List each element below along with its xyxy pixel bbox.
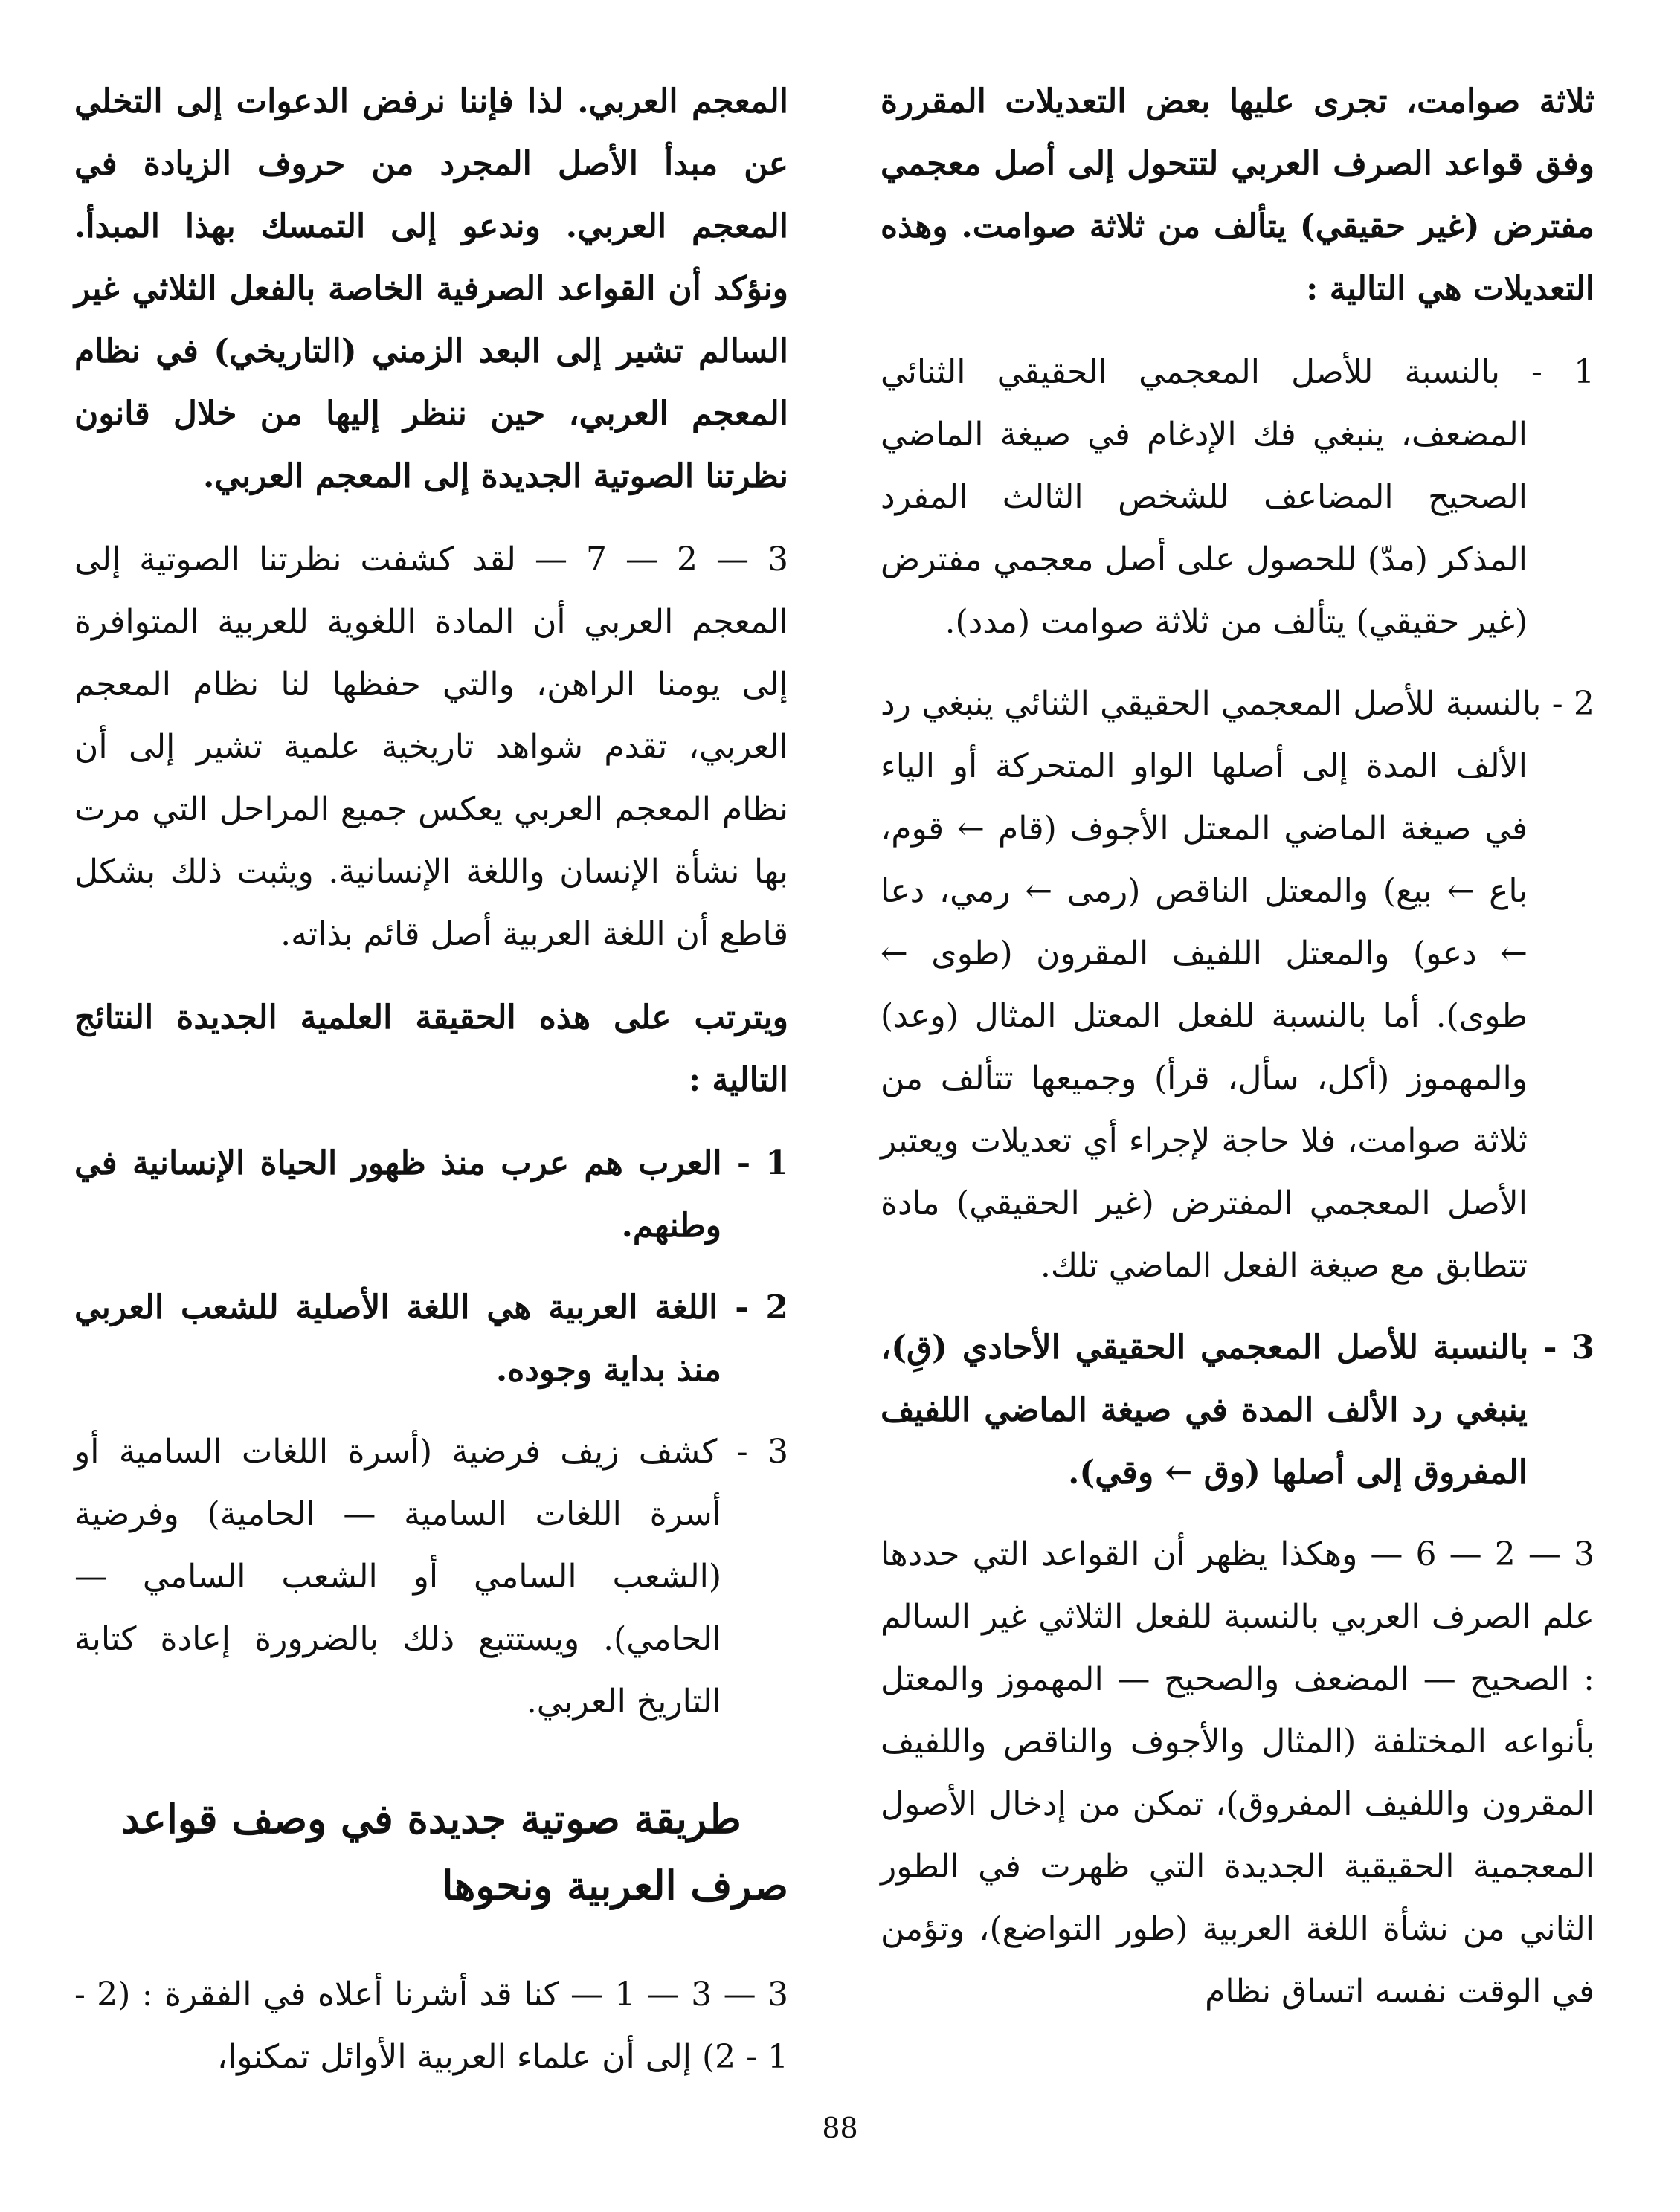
right-column (881, 71, 1594, 2044)
list-item: 1 - العرب هم عرب منذ ظهور الحياة الإنسانية في وطنهم. (74, 1144, 789, 1245)
list-item: 2 - بالنسبة للأصل المعجمي الحقيقي الثنائي ينبغي رد الألف المدة إلى أصلها الواو المتحركة أو الياء في صيغة الماضي المعتل الأجوف (قام ← قوم، باع ← بيع) والمعتل الناقص (رمى ← رمي، دعا ← دعو) والمعتل اللفيف المقرون (طوى ← طوى). أما بالنسبة للفعل المعتل المثال (وعد) والمهموز (أكل، سأل، قرأ) وجميعها تتألف من ثلاثة صوامت، فلا حاجة لإجراء أي تعديلات ويعتبر الأصل المعجمي المفترض (غير الحقيقي) مادة تتطابق مع صيغة الفعل الماضي تلك. (881, 685, 1594, 1285)
section-3-2-7-paragraph: 3 — 2 — 7 — لقد كشفت نظرتنا الصوتية إلى المعجم العربي أن المادة اللغوية للعربية المتوافرة إلى يومنا الراهن، والتي حفظها لنا نظام المعجم العربي، تقدم شواهد تاريخية علمية تشير إلى أن نظام المعجم العربي يعكس جميع المراحل التي مرت بها نشأة الإنسان واللغة الإنسانية. ويثبت ذلك بشكل قاطع أن اللغة العربية أصل قائم بذاته. (74, 541, 788, 953)
list-item: 3 - بالنسبة للأصل المعجمي الحقيقي الأحادي (قِ)، ينبغي رد الألف المدة في صيغة الماضي اللفيف المفروق إلى أصلها (وق ← وقي). (881, 1329, 1594, 1492)
section-3-3-1-paragraph: 3 — 3 — 1 — كنا قد أشرنا أعلاه في الفقرة : (2 - 1 - 2) إلى أن علماء العربية الأوائل تمكنوا، (74, 1976, 788, 2076)
left-column (74, 71, 788, 2109)
section-3-2-6-paragraph: 3 — 2 — 6 — وهكذا يظهر أن القواعد التي حددها علم الصرف العربي بالنسبة للفعل الثلاثي غير السالم : الصحيح — المضعف والصحيح — المهموز والمعتل بأنواعه المختلفة (المثال والأجوف والناقص واللفيف المقرون واللفيف المفروق)، تمكن من إدخال الأصول المعجمية الحقيقية الجديدة التي ظهرت في الطور الثاني من نشأة اللغة العربية (طور التواضع)، وتؤمن في الوقت نفسه اتساق نظام (881, 1535, 1594, 2011)
list-item: 2 - اللغة العربية هي اللغة الأصلية للشعب العربي منذ بداية وجوده. (74, 1289, 788, 1389)
list-item: 1 - بالنسبة للأصل المعجمي الحقيقي الثنائي المضعف، ينبغي فك الإدغام في صيغة الماضي الصحيح المضاعف للشخص الثالث المفرد المذكر (مدّ) للحصول على أصل معجمي مفترض (غير حقيقي) يتألف من ثلاثة صوامت (مدد). (881, 353, 1594, 641)
right-intro-paragraph: ثلاثة صوامت، تجرى عليها بعض التعديلات المقررة وفق قواعد الصرف العربي لتتحول إلى أصل معجمي مفترض (غير حقيقي) يتألف من ثلاثة صوامت. وهذه التعديلات هي التالية : (881, 83, 1594, 308)
list-item: 3 - كشف زيف فرضية (أسرة اللغات السامية أو أسرة اللغات السامية — الحامية) وفرضية (الشعب السامي أو الشعب السامي — الحامي). ويستتبع ذلك بالضرورة إعادة كتابة التاريخ العربي. (74, 1433, 788, 1721)
section-heading: طريقة صوتية جديدة في وصف قواعد صرف العربية ونحوها (121, 1795, 788, 1909)
left-intro-paragraph: المعجم العربي. لذا فإننا نرفض الدعوات إلى التخلي عن مبدأ الأصل المجرد من حروف الزيادة في المعجم العربي. وندعو إلى التمسك بهذا المبدأ. ونؤكد أن القواعد الصرفية الخاصة بالفعل الثلاثي غير السالم تشير إلى البعد الزمني (التاريخي) في نظام المعجم العربي، حين ننظر إليها من خلال قانون نظرتنا الصوتية الجديدة إلى المعجم العربي. (74, 83, 788, 495)
results-intro: ويترتب على هذه الحقيقة العلمية الجديدة النتائج التالية : (74, 999, 788, 1099)
page-number: 88 (822, 2112, 858, 2144)
